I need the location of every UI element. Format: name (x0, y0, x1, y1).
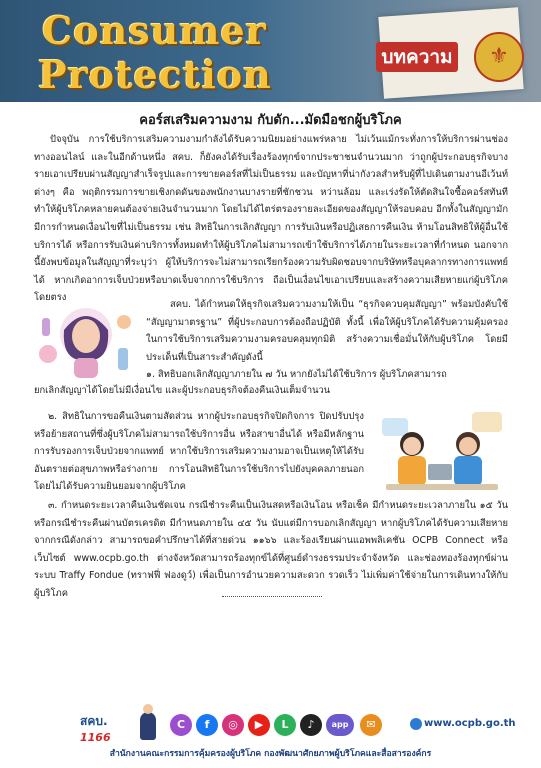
app-icon[interactable]: app (326, 714, 354, 736)
article-title: คอร์สเสริมความงาม กับดัก...มัดมือชกผู้บริโภค (139, 113, 402, 128)
banner-word-protection: Protection (38, 52, 272, 97)
point-2: ๒. สิทธิในการขอคืนเงินตามสัดส่วน หากผู้ประกอบธุรกิจปิดกิจการ ปิดปรับปรุง หรือย้ายสถานที่ซึ่งผู้บริโภคไม่สามารถใช้บริการอื่น หรือสาขาอื่นได้ หรือมีหลักฐานการรับรองการเจ็บป่วยจากแพทย์ หากใช้บริการเสริมความงามอาจเป็นเหตุให้ได้รับอันตรายต่อสุขภาพหรือร่างกาย การโอนสิทธิในการใช้บริการไปยังบุคคลภายนอกโดยไม่ได้รับความยินยอมจากผู้บริโภค (34, 411, 364, 493)
point-3: ๓. กำหนดระยะเวลาคืนเงินชัดเจน กรณีชำระคืนเป็นเงินสดหรือเงินโอน หรือเช็ค มีกำหนดระยะเวลาภายใน ๑๕ วัน หรือกรณีชำระคืนผ่านบัตรเครดิต มีกำหนดภายใน ๔๕ วัน นับแต่มีการบอกเลิกสัญญา หากผู้บริโภคได้รับความเสียหายจากกรณีดังกล่าว สามารถขอคำปรึกษาได้ที่สายด่วน ๑๑๖๖ และร้องเรียนผ่านแอพพลิเคชัน OCPB Connect หรือเว็บไซต์ www.ocpb.go.th ต่างจังหวัดสามารถร้องทุกข์ได้ที่ศูนย์ดำรงธรรมประจำจังหวัด และช่องทองร้องทุกข์ผ่านระบบ Traffy Fondue (ทราฟฟี่ ฟองดูว์) เพื่อเป็นการอำนวยความสะดวก รวดเร็ว ไม่เพิ่มค่าใช้จ่ายในการเดินทางให้กับผู้บริโภค (34, 500, 508, 599)
instagram-icon[interactable]: ◎ (222, 714, 244, 736)
banner-word-consumer: Consumer (42, 8, 267, 53)
woman-beauty-illustration (34, 300, 138, 382)
tiktok-icon[interactable]: ♪ (300, 714, 322, 736)
footer (0, 700, 541, 768)
point-1-heading: ๑. สิทธิบอกเลิกสัญญาภายใน ๗ วัน หากยังไม่ได้ใช้บริการ ผู้บริโภคสามารถ (146, 369, 447, 381)
ocpb-hotline-logo (80, 712, 130, 742)
article-tag: บทความ (376, 42, 458, 72)
government-emblem-icon: ⚜ (474, 32, 524, 82)
dotted-divider (222, 596, 322, 597)
facebook-icon[interactable]: f (196, 714, 218, 736)
point-1-continued: ยกเลิกสัญญาได้โดยไม่มีเงื่อนไข และผู้ประกอบธุรกิจต้องคืนเงินเต็มจำนวน (34, 385, 331, 396)
paragraph-regulation-text: สคบ. ได้กำหนดให้ธุรกิจเสริมความงามให้เป็น “ธุรกิจควบคุมสัญญา” พร้อมบังคับใช้ “สัญญามาตรฐาน” ที่ผู้ประกอบการต้องถือปฏิบัติ ทั้งนี้ เพื่อให้ผู้บริโภคได้รับความคุ้มครองในการใช้บริการเสริมความงามครอบคลุมทุกมิติ สร้างความเชื่อมั่นให้กับผู้บริโภค โดยมีประเด็นที่เป็นสาระสำคัญดังนี้ (146, 299, 508, 363)
paragraph-intro: ปัจจุบัน การใช้บริการเสริมความงามกำลังได้รับความนิยมอย่างแพร่หลาย ไม่เว้นแม้กระทั่งการให้บริการผ่านช่องทางออนไลน์ และในอีกด้านหนึ่ง สคบ. ก็ยังคงได้รับเรื่องร้องทุกข์จากประชาชนจำนวนมาก ว่าถูกผู้ประกอบธุรกิจบางรายเอาเปรียบผ่านสัญญาสำเร็จรูปและการขายคอร์สที่ไม่เป็นธรรม และบัญหาที่น่ากังวลสำหรับผู้ที่ไปเดินตามงานอีเว้นท์ต่างๆ คือ พฤติกรรมการขายเชิงกดดันของพนักงานบางรายที่ชักชวน หว่านล้อม และเร่งรัดให้ตัดสินใจซื้อคอร์สทันที ทำให้ผู้บริโภคหลายคนต้องจ่ายเงินจำนวนมาก โดยไม่ได้ไตร่ตรองรายละเอียดของสัญญาให้รอบคอบ อีกทั้งในสัญญามักมีการกำหนดเงื่อนไขที่ไม่เป็นธรรม เช่น สิทธิในการเลิกสัญญา การรับเงินหรือปฏิเสธการคืนเงิน ห้ามโอนสิทธิให้ผู้อื่นใช้บริการได้ หรือการรับเงินค่าบริการทั้งหมดทำให้ผู้บริโภคไม่สามารถเข้าใช้บริการได้ภายในระยะเวลาที่กำหนด นอกจากนี้ยังพบข้อมูลในสัญญาที่ระบุว่า ผู้ให้บริการจะไม่สามารถเรียกร้องความรับผิดชอบจากบริษัทหรือบุคลากรทางการแพทย์ได้ หากเกิดอาการเจ็บป่วยหรือบาดเจ็บจากการใช้บริการ ถือเป็นเงื่อนไขเอาเปรียบและสร้างความเสียหายแก่ผู้บริโภคโดยตรง (34, 134, 508, 304)
ocpb-app-icon[interactable]: ✉ (360, 714, 382, 736)
hotline-number: 1166 (80, 731, 111, 744)
globe-icon (410, 718, 422, 730)
ocpb-connect-icon[interactable]: C (170, 714, 192, 736)
ocpb-logo-text: สคบ. (80, 714, 108, 728)
youtube-icon[interactable]: ▶ (248, 714, 270, 736)
line-icon[interactable]: L (274, 714, 296, 736)
website-link[interactable]: www.ocpb.go.th (424, 718, 516, 729)
consultation-illustration (376, 404, 508, 492)
paragraph-regulation (146, 296, 508, 384)
agency-name: สำนักงานคณะกรรมการคุ้มครองผู้บริโภค กองพัฒนาศักยภาพผู้บริโภคและสื่อสารองค์กร (109, 749, 432, 759)
header-banner (0, 0, 541, 102)
mascot-icon (140, 712, 156, 740)
